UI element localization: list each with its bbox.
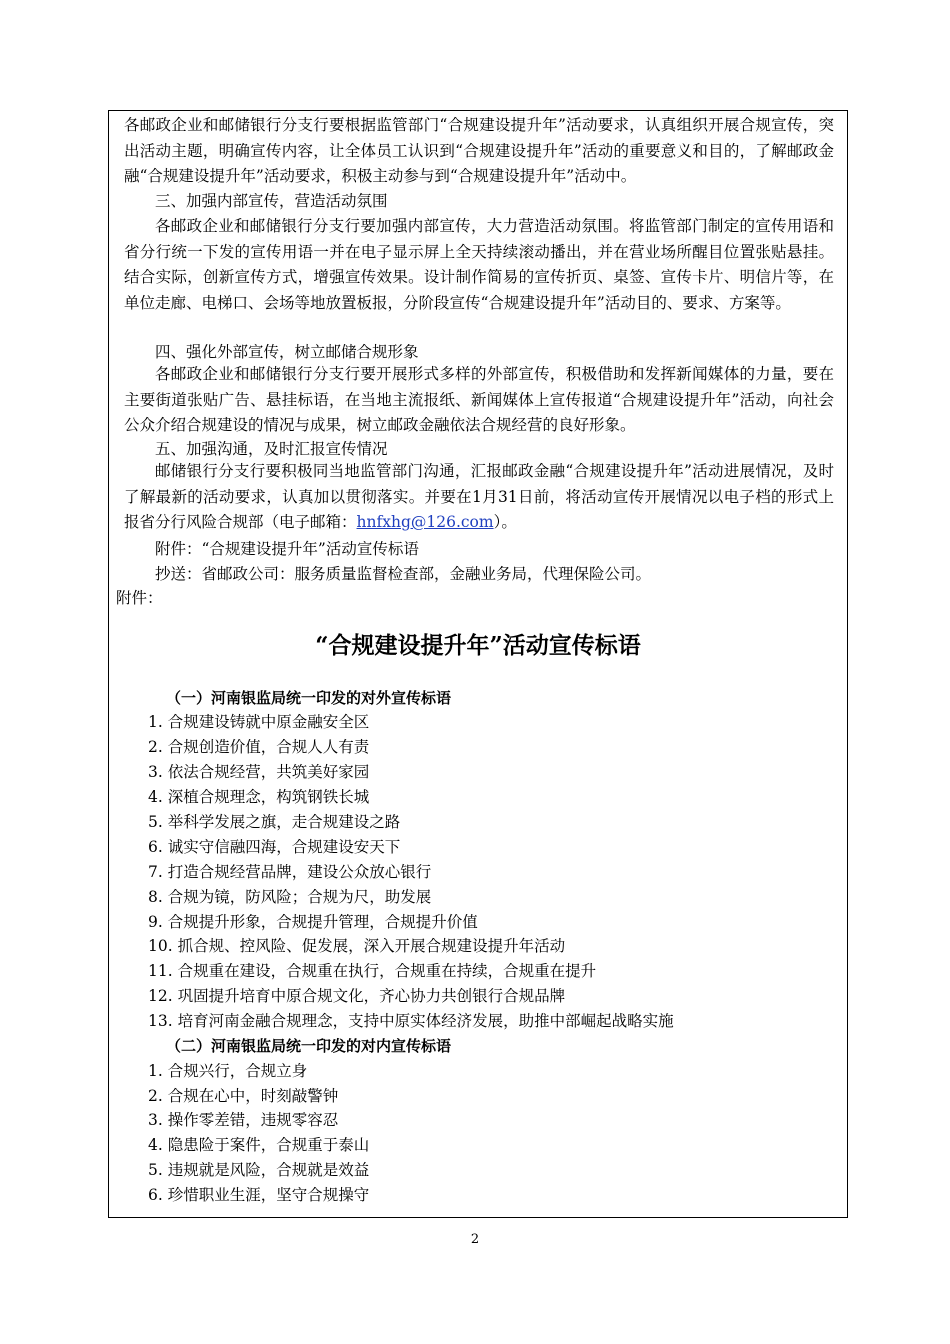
internal-slogan-item: 1. 合规兴行，合规立身 [148,1062,308,1080]
page-number: 2 [470,1232,480,1247]
internal-slogan-item: 6. 珍惜职业生涯，坚守合规操守 [148,1186,370,1204]
internal-slogan-item: 3. 操作零差错，违规零容忍 [148,1111,339,1129]
external-slogan-item: 1. 合规建设铸就中原金融安全区 [148,713,370,731]
external-slogan-item: 12. 巩固提升培育中原合规文化，齐心协力共创银行合规品牌 [148,987,566,1005]
external-slogan-item: 6. 诚实守信融四海，合规建设安天下 [148,838,401,856]
attachment-label: 附件： [116,589,163,607]
section-heading-3: 三、加强内部宣传，营造活动氛围 [155,192,388,210]
external-slogan-item: 4. 深植合规理念，构筑钢铁长城 [148,788,370,806]
internal-slogans-heading: （二）河南银监局统一印发的对内宣传标语 [166,1037,452,1055]
paragraph-communication-end: ）。 [493,513,517,531]
slogans-title: “合规建设提升年”活动宣传标语 [315,632,641,659]
paragraph-communication [124,459,834,536]
internal-slogan-item: 2. 合规在心中，时刻敲警钟 [148,1087,339,1105]
email-link[interactable]: hnfxhg@126.com [356,513,494,531]
external-slogan-item: 3. 依法合规经营，共筑美好家园 [148,763,370,781]
paragraph-publicity-purpose: 各邮政企业和邮储银行分支行要根据监管部门“合规建设提升年”活动要求，认真组织开展合规宣传，突出活动主题，明确宣传内容，让全体员工认识到“合规建设提升年”活动的重要意义和目的，了解邮政金融“合规建设提升年”活动要求，积极主动参与到“合规建设提升年”活动中。 [124,116,834,185]
section-heading-4: 四、强化外部宣传，树立邮储合规形象 [155,343,419,361]
paragraph-external-publicity: 各邮政企业和邮储银行分支行要开展形式多样的外部宣传，积极借助和发挥新闻媒体的力量，要在主要街道张贴广告、悬挂标语，在当地主流报纸、新闻媒体上宣传报道“合规建设提升年”活动，向社会公众介绍合规建设的情况与成果，树立邮政金融依法合规经营的良好形象。 [124,365,834,434]
internal-slogan-item: 5. 违规就是风险，合规就是效益 [148,1161,370,1179]
internal-slogan-item: 4. 隐患险于案件，合规重于泰山 [148,1136,370,1154]
external-slogan-item: 10. 抓合规、控风险、促发展，深入开展合规建设提升年活动 [148,937,566,955]
section-heading-5: 五、加强沟通，及时汇报宣传情况 [155,440,388,458]
external-slogan-item: 2. 合规创造价值，合规人人有责 [148,738,370,756]
external-slogan-item: 9. 合规提升形象，合规提升管理，合规提升价值 [148,913,478,931]
paragraph-internal-publicity: 各邮政企业和邮储银行分支行要加强内部宣传，大力营造活动氛围。将监管部门制定的宣传用语和省分行统一下发的宣传用语一并在电子显示屏上全天持续滚动播出，并在营业场所醒目位置张贴悬挂。结合实际，创新宣传方式，增强宣传效果。设计制作简易的宣传折页、桌签、宣传卡片、明信片等，在单位走廊、电梯口、会场等地放置板报，分阶段宣传“合规建设提升年”活动目的、要求、方案等。 [124,217,834,312]
external-slogan-item: 11. 合规重在建设，合规重在执行，合规重在持续，合规重在提升 [148,962,597,980]
cc-line: 抄送：省邮政公司：服务质量监督检查部，金融业务局，代理保险公司。 [155,565,652,583]
external-slogan-item: 7. 打造合规经营品牌，建设公众放心银行 [148,863,432,881]
external-slogan-item: 8. 合规为镜，防风险；合规为尺，助发展 [148,888,432,906]
external-slogan-item: 5. 举科学发展之旗，走合规建设之路 [148,813,401,831]
paragraph-communication-text: 邮储银行分支行要积极同当地监管部门沟通，汇报邮政金融“合规建设提升年”活动进展情况，及时了解最新的活动要求，认真加以贯彻落实。并要在1月31日前，将活动宣传开展情况以电子档的形式上报省分行风险合规部（电子邮箱： [124,462,834,531]
external-slogans-heading: （一）河南银监局统一印发的对外宣传标语 [166,689,452,707]
attachment-line: 附件：“合规建设提升年”活动宣传标语 [155,540,419,558]
external-slogan-item: 13. 培育河南金融合规理念，支持中原实体经济发展，助推中部崛起战略实施 [148,1012,674,1030]
